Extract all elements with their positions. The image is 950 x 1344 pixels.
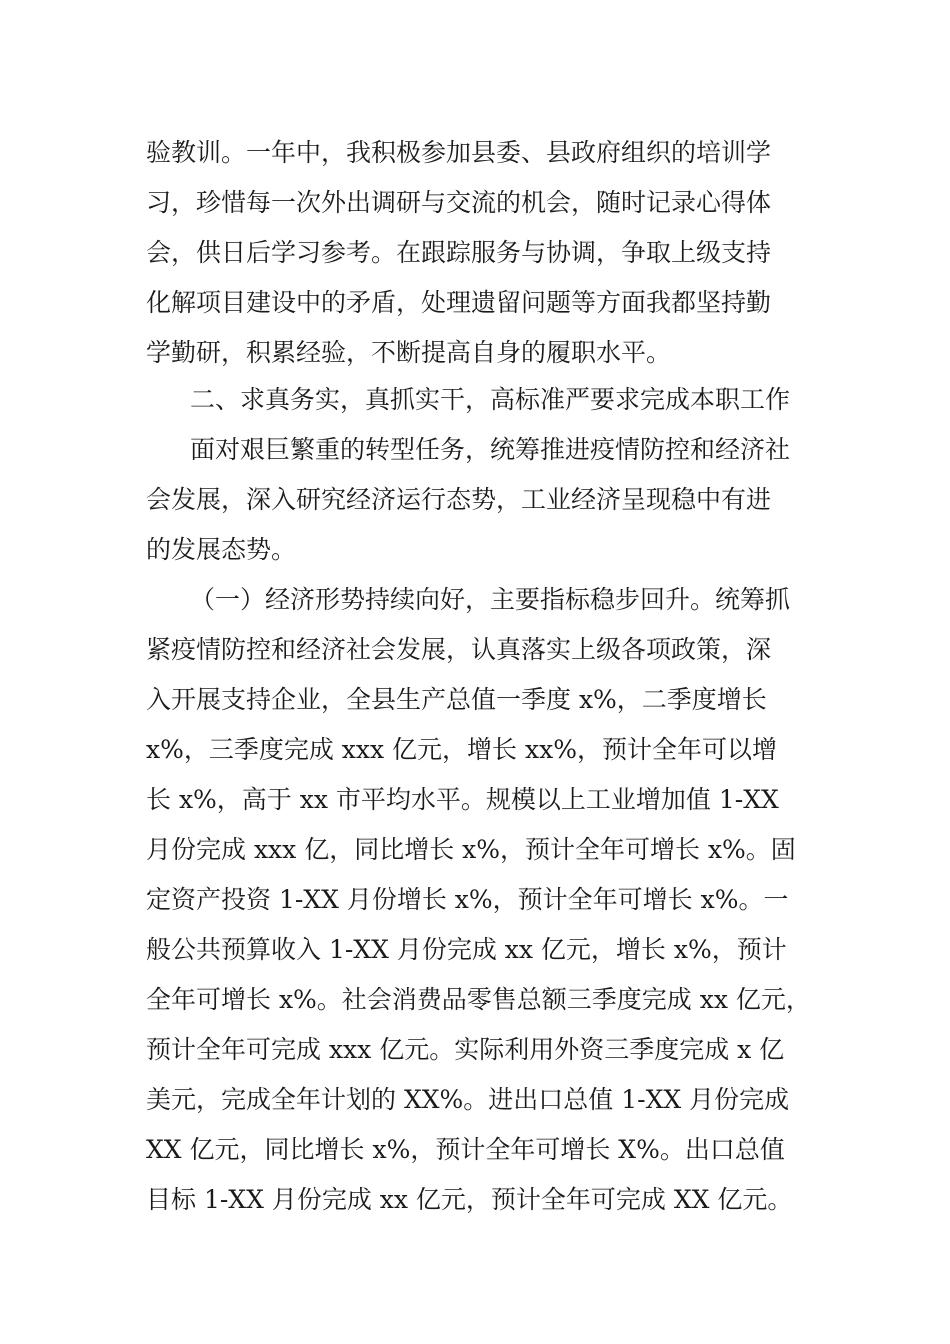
text-line-7: 面对艰巨繁重的转型任务，统筹推进疫情防控和经济社 — [190, 435, 791, 464]
text-line-2: 习，珍惜每一次外出调研与交流的机会，随时记录心得体 — [146, 188, 772, 217]
text-line-14: 长 x%，高于 xx 市平均水平。规模以上工业增加值 1-XX — [146, 785, 779, 814]
text-line-5: 学勤研，积累经验，不断提高自身的履职水平。 — [146, 338, 672, 367]
text-line-15: 月份完成 xxx 亿，同比增长 x%，预计全年可增长 x%。固 — [146, 835, 796, 864]
text-line-16: 定资产投资 1-XX 月份增长 x%，预计全年可增长 x%。一 — [146, 885, 789, 914]
text-line-1: 验教训。一年中，我积极参加县委、县政府组织的培训学 — [146, 138, 772, 167]
text-line-18: 全年可增长 x%。社会消费品零售总额三季度完成 xx 亿元， — [146, 985, 811, 1014]
text-line-22: 目标 1-XX 月份完成 xx 亿元，预计全年可完成 XX 亿元。 — [146, 1185, 793, 1214]
text-line-9: 的发展态势。 — [146, 535, 297, 564]
text-line-3: 会，供日后学习参考。在跟踪服务与协调，争取上级支持 — [146, 238, 772, 267]
text-line-13: x%，三季度完成 xxx 亿元，增长 xx%，预计全年可以增 — [146, 735, 777, 764]
text-line-11: 紧疫情防控和经济社会发展，认真落实上级各项政策，深 — [146, 635, 772, 664]
text-line-20: 美元，完成全年计划的 XX%。进出口总值 1-XX 月份完成 — [146, 1085, 790, 1114]
text-line-19: 预计全年可完成 xxx 亿元。实际利用外资三季度完成 x 亿 — [146, 1035, 785, 1064]
section-heading: 二、求真务实，真抓实干，高标准严要求完成本职工作 — [190, 385, 791, 414]
text-line-8: 会发展，深入研究经济运行态势，工业经济呈现稳中有进 — [146, 485, 772, 514]
text-line-4: 化解项目建设中的矛盾，处理遗留问题等方面我都坚持勤 — [146, 288, 772, 317]
text-line-21: XX 亿元，同比增长 x%，预计全年可增长 X%。出口总值 — [146, 1135, 785, 1164]
text-line-17: 般公共预算收入 1-XX 月份完成 xx 亿元，增长 x%，预计 — [146, 935, 787, 964]
text-line-12: 入开展支持企业，全县生产总值一季度 x%，二季度增长 — [146, 685, 767, 714]
text-line-10: （一）经济形势持续向好，主要指标稳步回升。统筹抓 — [190, 585, 791, 614]
